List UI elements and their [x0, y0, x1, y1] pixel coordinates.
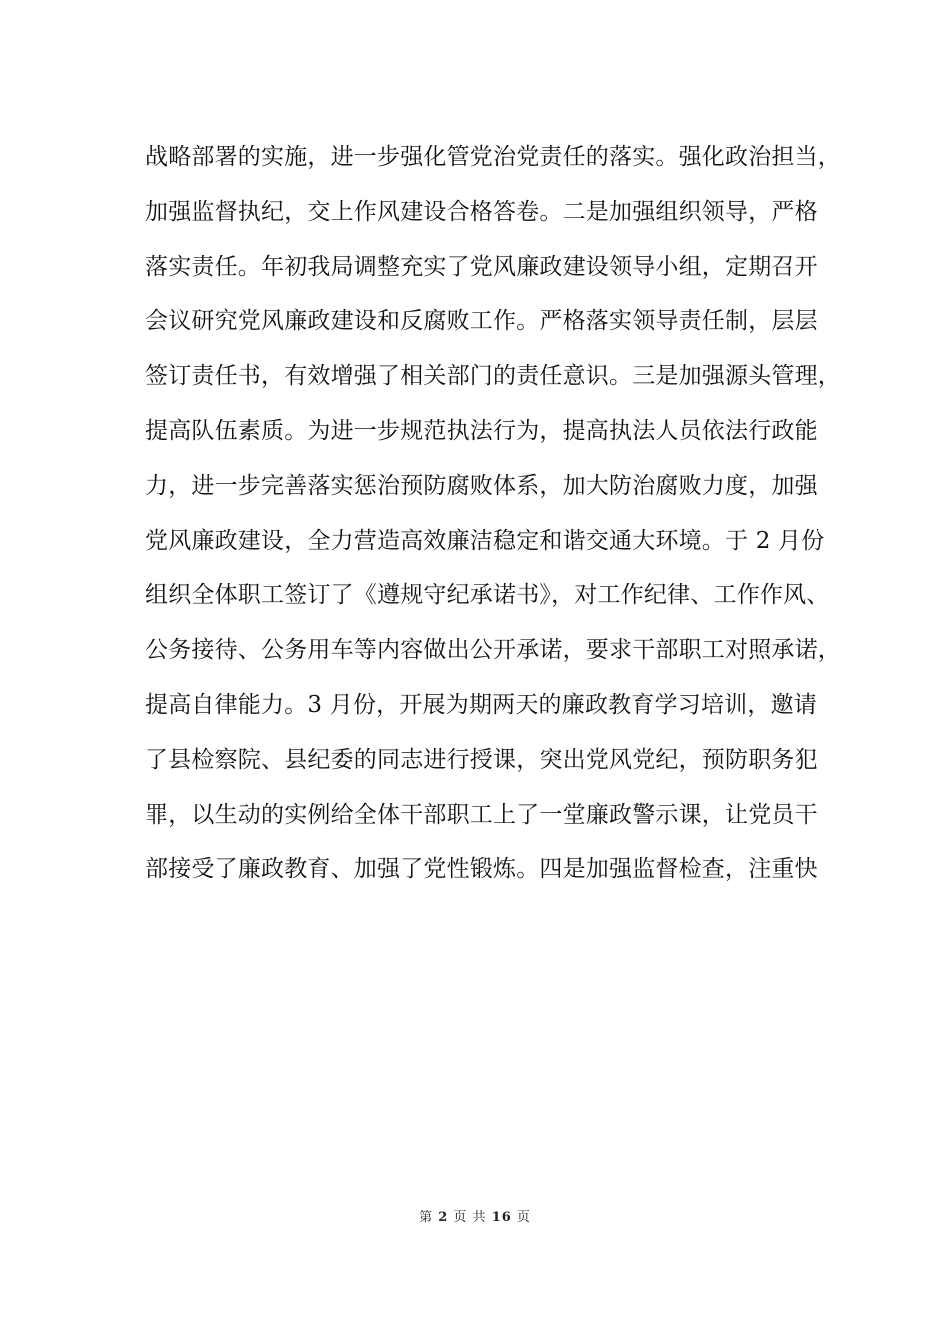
page-footer [0, 1206, 950, 1225]
text-line: 党风廉政建设，全力营造高效廉洁稳定和谐交通大环境。于 2 月份 [145, 527, 825, 554]
text-line: 签订责任书，有效增强了相关部门的责任意识。三是加强源头管理， [145, 363, 841, 390]
text-line: 加强监督执纪，交上作风建设合格答卷。二是加强组织领导，严格 [145, 198, 818, 225]
text-line: 了县检察院、县纪委的同志进行授课，突出党风党纪，预防职务犯 [145, 746, 818, 773]
text-line: 提高自律能力。3 月份，开展为期两天的廉政教育学习培训，邀请 [145, 691, 817, 718]
total-pages-number: 16 [491, 1210, 512, 1225]
text-line: 提高队伍素质。为进一步规范执法行为，提高执法人员依法行政能 [145, 417, 818, 444]
text-line: 罪，以生动的实例给全体干部职工上了一堂廉政警示课，让党员干 [145, 801, 818, 828]
text-line: 部接受了廉政教育、加强了党性锻炼。四是加强监督检查，注重快 [145, 856, 818, 883]
text-line: 会议研究党风廉政建设和反腐败工作。严格落实领导责任制，层层 [145, 308, 818, 335]
text-line: 组织全体职工签订了《遵规守纪承诺书》，对工作纪律、工作作风、 [145, 582, 830, 609]
text-line: 力，进一步完善落实惩治预防腐败体系，加大防治腐败力度，加强 [145, 472, 818, 499]
footer-suffix: 页 [516, 1210, 531, 1225]
footer-middle: 页 共 [453, 1210, 487, 1225]
footer-prefix: 第 [419, 1210, 434, 1225]
current-page-number: 2 [438, 1210, 449, 1225]
text-line: 战略部署的实施，进一步强化管党治党责任的落实。强化政治担当， [145, 144, 841, 170]
body-text [145, 130, 841, 897]
text-line: 公务接待、公务用车等内容做出公开承诺，要求干部职工对照承诺， [145, 637, 841, 664]
text-line: 落实责任。年初我局调整充实了党风廉政建设领导小组，定期召开 [145, 253, 818, 280]
